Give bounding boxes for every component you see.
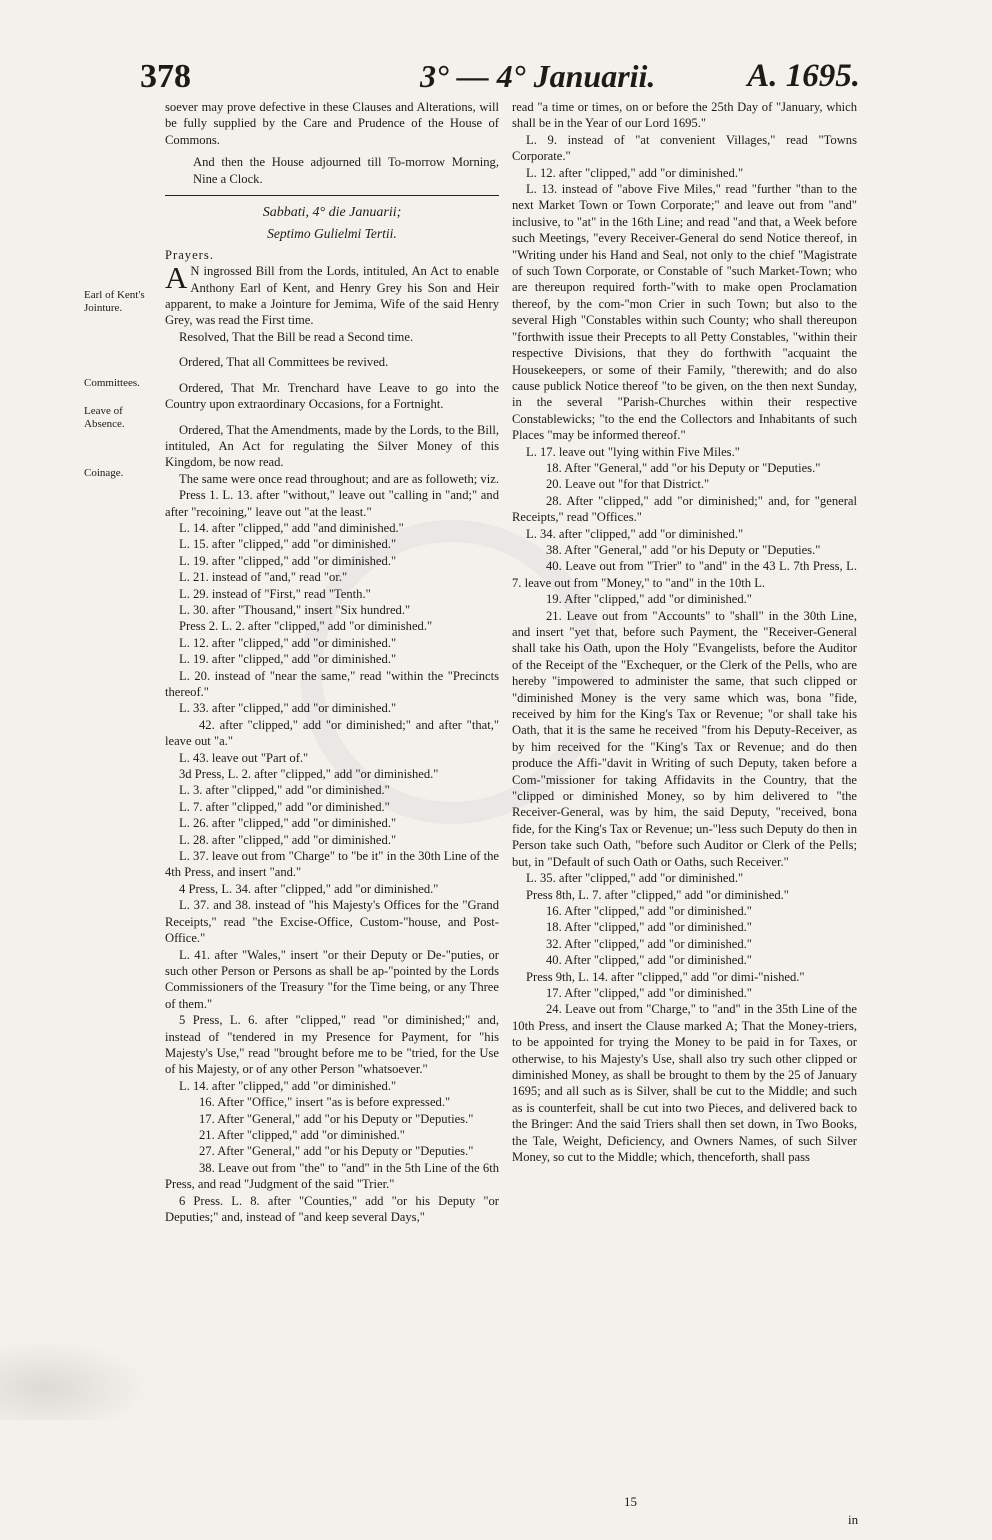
page-stain [0,1340,150,1420]
paragraph: The same were once read throughout; and are as followeth; viz. [179,471,499,486]
amendment-line: 4 Press, L. 34. after "clipped," add "or diminished." [179,881,439,896]
amendment-line: 28. After "clipped," add "or diminished;" and, for "general Receipts," read "Offices." [512,493,857,525]
amendment-line: 24. Leave out from "Charge," to "and" in the 35th Line of the 10th Press, and insert the Clause marked A; That the Money-triers, to be appointed for trying the Money to be paid in for Taxes, or otherwise, to his Majesty's Use, shall also try such other clipped or diminished Money, as shall be brought to them by the 25 of January 1695; and all such as is Silver, shall be cut to the Middle; and such as is counterfeit, shall be cut into two Pieces, and delivered back to the Bringer: And the said Triers shall then set down, in Two Books, the Tale, Weight, Deficiency, and Owners Names, of such Silver Money, so cut to the Middle; which, thenceforth, shall pass [512,1002,857,1164]
left-column [165,99,499,1225]
margin-note-committees: Committees. [84,377,140,389]
amendment-line: L. 37. leave out from "Charge" to "be it" in the 30th Line of the 4th Press, and insert "and." [165,849,499,880]
adjournment: And then the House adjourned till To-morrow Morning, Nine a Clock. [193,155,499,186]
amendment-line: Press 9th, L. 14. after "clipped," add "or dimi-"nished." [526,969,805,984]
amendment-line: 3d Press, L. 2. after "clipped," add "or diminished." [179,767,439,782]
amendment-line: L. 30. after "Thousand," insert "Six hundred." [179,602,411,617]
amendment-line: 16. After "clipped," add "or diminished." [546,903,752,918]
amendment-line: L. 17. leave out "lying within Five Miles." [526,444,740,459]
amendment-line: 20. Leave out "for that District." [546,477,710,492]
margin-note-jointure: Earl of Kent's Jointure. [84,289,145,314]
amendment-line: L. 33. after "clipped," add "or diminished." [179,701,397,716]
amendment-line: L. 12. after "clipped," add "or diminished." [179,635,397,650]
header-year: A. 1695. [747,58,860,94]
amendment-line: L. 34. after "clipped," add "or diminished." [526,526,744,541]
amendment-line: L. 14. after "clipped," add "and diminished." [179,520,404,535]
amendment-line: L. 9. instead of "at convenient Villages," read "Towns Corporate." [512,132,857,164]
amendment-line: L. 29. instead of "First," read "Tenth." [179,586,371,601]
order-leave: Ordered, That Mr. Trenchard have Leave to go into the Country upon extraordinary Occasions, for a Fortnight. [165,380,499,412]
amendment-line: 19. After "clipped," add "or diminished." [546,592,752,607]
amendment-line: L. 14. after "clipped," add "or diminished." [179,1078,397,1093]
page-number: 378 [140,58,191,95]
kent-bill-text: N ingrossed Bill from the Lords, intituled, An Act to enable Anthony Earl of Kent, and Henry Grey his Son and Heir apparent, to make a Jointure for Jemima, Wife of the said Henry Grey, was read the First time. [165,264,499,328]
signature-mark: 15 [624,1494,637,1509]
amendment-line: L. 41. after "Wales," insert "or their Deputy or De-"puties, or such other Person or Persons as shall be ap-"pointed by the Lords Commissioners of the Treasury "for the Time being, or any Three of them." [165,947,499,1011]
amendment-line: L. 13. instead of "above Five Miles," read "further "than to the next Market Town or Town Corporate;" and leave out from "and" inclusive, to "at" in the 16th Line; and read "and that, a Week before such Meetings, "every Receiver-General do send Notice thereof, in "Writing under his Hand and Seal, not only to the chief "Magistrate of such Town Corporate, or Constable of "such Market-Town; who are thereupon required forth-"with to make open Proclamation thereof, by the com-"mon Crier in such Town; but also to the several High "Constables within such County; who shall thereupon "forthwith issue their Precepts to all Petty Constables, "within their respective Divisions, that they do forthwith "acquaint the Housekeepers, or some of their Family, "therewith; and do also cause publick Notice thereof "to be given, on the then next Sunday, in the several "Parish-Churches within their respective Constablewicks; "to the end the Collectors and Inhabitants of such Places "may be informed thereof." [512,182,857,443]
sitting-date: Sabbati, 4° die Januarii; [262,205,402,221]
resolution: Resolved, That the Bill be read a Second time. [179,329,414,344]
margin-note-coinage: Coinage. [84,467,124,479]
regnal-year: Septimo Gulielmi Tertii. [267,226,397,242]
running-header [140,58,860,102]
amendment-line: Press 1. L. 13. after "without," leave out "calling in "and;" and after "recoining," leave out "at the least." [165,488,499,519]
amendment-line: 40. After "clipped," add "or diminished." [546,953,752,968]
amendment-line: 17. After "General," add "or his Deputy or "Deputies." [199,1111,474,1126]
amendment-line: read "a time or times, on or before the 25th Day of "January, which shall be in the Year of our Lord 1695." [512,100,857,131]
amendment-line: L. 43. leave out "Part of." [179,750,309,765]
drop-cap: A [165,260,188,296]
amendment-line: 38. Leave out from "the" to "and" in the 5th Line of the 6th Press, and read "Judgment of the said "Trier." [165,1160,499,1192]
order-amendments: Ordered, That the Amendments, made by the Lords, to the Bill, intituled, An Act for regulating the Silver Money of this Kingdom, be now read. [165,422,499,470]
amendment-line: 18. After "clipped," add "or diminished." [546,920,752,935]
amendment-line: L. 26. after "clipped," add "or diminished." [179,816,397,831]
amendment-line: L. 21. instead of "and," read "or." [179,570,348,585]
amendment-line: L. 35. after "clipped," add "or diminished." [526,871,744,886]
amendment-line: 17. After "clipped," add "or diminished." [546,985,752,1000]
paragraph: soever may prove defective in these Clauses and Alterations, will be fully supplied by the Care and Prudence of the House of Commons. [165,100,499,147]
prayers-heading: Prayers. [165,247,214,262]
amendment-line: 18. After "General," add "or his Deputy or "Deputies." [546,460,821,475]
paragraph-kent-bill [165,260,499,329]
amendment-line: 27. After "General," add "or his Deputy or "Deputies." [199,1144,474,1159]
catchword: in [848,1512,859,1527]
amendment-line: Press 8th, L. 7. after "clipped," add "or diminished." [526,887,789,902]
amendment-line: 42. after "clipped," add "or diminished;" and after "that," leave out "a." [165,717,499,749]
amendment-line: L. 20. instead of "near the same," read "within the "Precincts thereof." [165,668,499,699]
margin-note-leave: Leave of Absence. [84,405,125,430]
order-committees: Ordered, That all Committees be revived. [179,355,389,370]
header-title: 3° — 4° Januarii. [420,58,656,94]
amendment-line: L. 12. after "clipped," add "or diminished." [526,165,744,180]
amendment-line: L. 7. after "clipped," add "or diminished." [179,799,390,814]
amendment-line: L. 15. after "clipped," add "or diminished." [179,537,397,552]
amendment-line: 40. Leave out from "Trier" to "and" in the 43 L. 7th Press, L. 7. leave out from "Money," to "and" in the 10th L. [512,559,857,590]
amendment-line: 5 Press, L. 6. after "clipped," read "or diminished;" and, instead of "tendered in my Presence for Payment, for "his Majesty's Use," read "brought before me to be "tried, for the Use of his Majesty, or of any other Person "whatsoever." [165,1013,499,1077]
amendment-line: 32. After "clipped," add "or diminished." [546,936,752,951]
amendment-line: L. 3. after "clipped," add "or diminished." [179,783,390,798]
amendment-line: 6 Press. L. 8. after "Counties," add "or his Deputy "or Deputies;" and, instead of "and keep several Days," [165,1193,499,1224]
right-column [512,99,857,1165]
amendment-line: L. 37. and 38. instead of "his Majesty's Offices for the "Grand Receipts," read "the Excise-Office, Custom-"house, and Post-Office." [165,898,499,946]
amendment-line: Press 2. L. 2. after "clipped," add "or diminished." [179,619,433,634]
amendment-line: 38. After "General," add "or his Deputy or "Deputies." [546,542,821,557]
amendment-line: L. 28. after "clipped," add "or diminished." [179,832,397,847]
amendment-line: L. 19. after "clipped," add "or diminished." [179,553,397,568]
amendment-line: 21. Leave out from "Accounts" to "shall" in the 30th Line, and insert "yet that, before such Payment, the "Receiver-General shall take his Oath, upon the Holy "Evangelists, before the Auditor of the Receipt of the "Exchequer, or the Clerk of the Pells, who are hereby "impowered to administer the same, that such clipped or "diminished Money is the very same which was, bona "fide, received by him for the King's Tax or Revenue; "or shall take his Oath, that it is the same he received "from his Deputy-Receiver, as by him received for the "King's Tax or Revenue; and do then produce the Affi-"davit in Writing of such Deputy, taken before a Com-"missioner for taking Affidavits in the Country, that the "clipped or diminished Money, so by him delivered to "the Receiver-General, was by him, the said Deputy, "received, bona fide, for the King's Tax or Revenue; un-"less such Deputy do then in Person take such Oath, "before such Auditor or Clerk of the Pells; but, in "Default of such Oath or Oaths, such Receiver." [512,608,857,869]
amendment-line: 21. After "clipped," add "or diminished." [199,1127,405,1142]
amendment-line: 16. After "Office," insert "as is before expressed." [199,1095,451,1110]
amendment-line: L. 19. after "clipped," add "or diminished." [179,652,397,667]
section-rule [165,195,499,196]
